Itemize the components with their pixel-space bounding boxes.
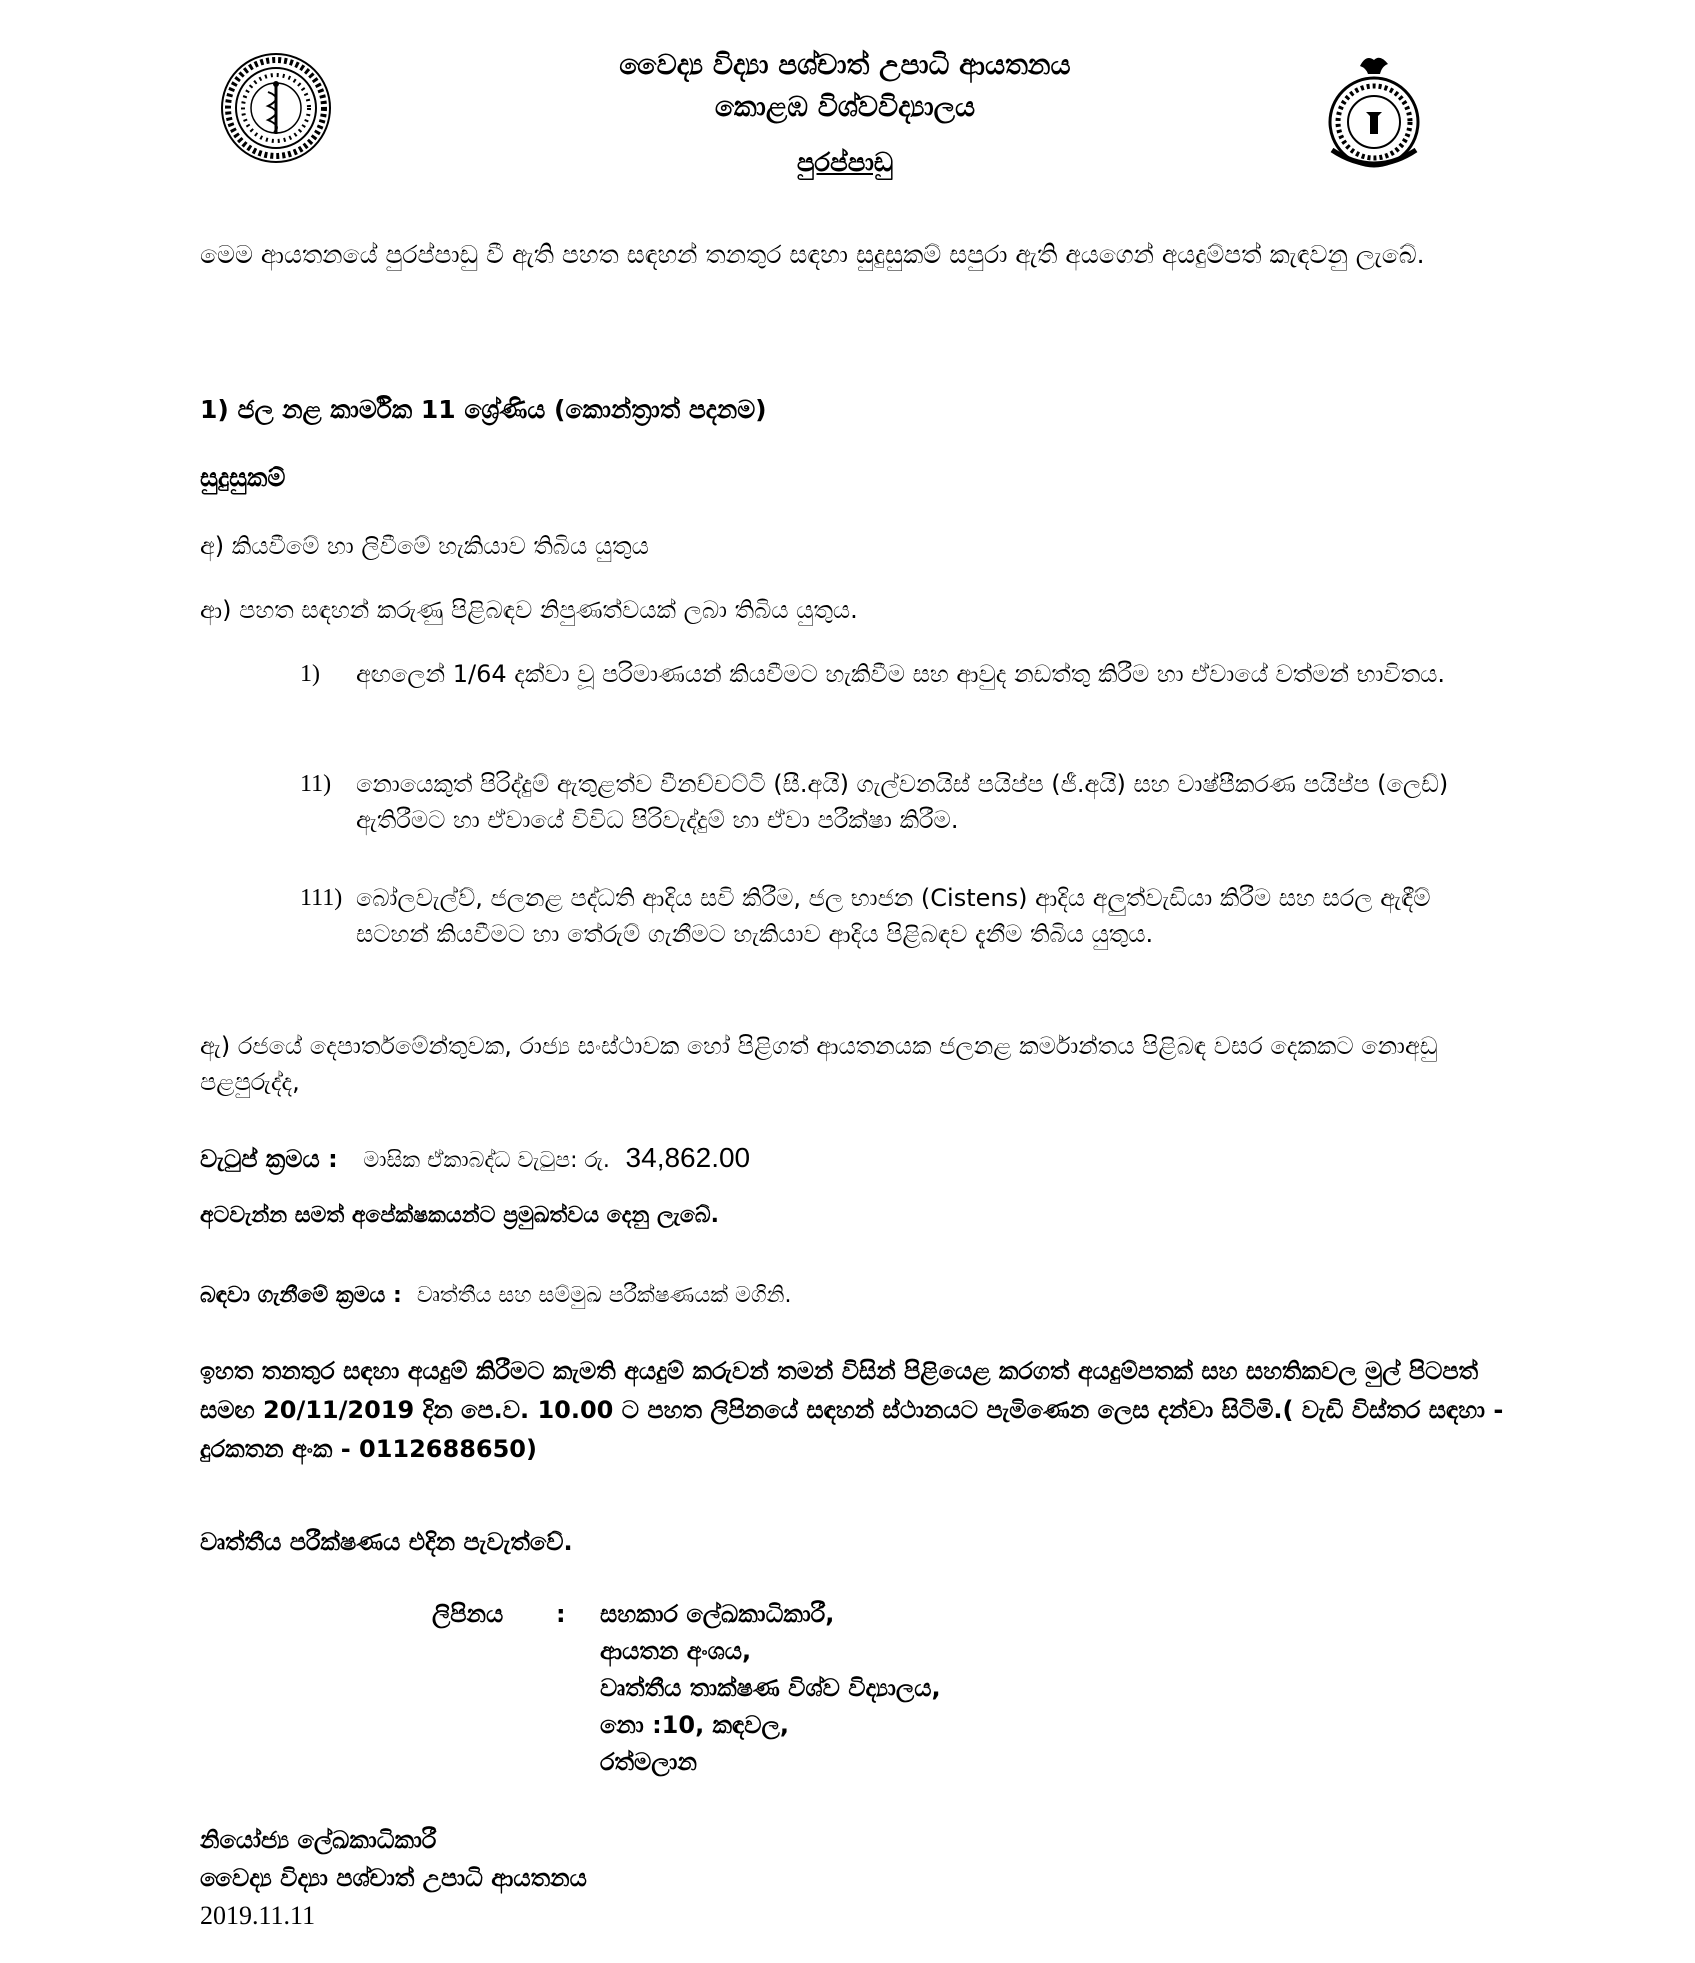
sub-item-text: බෝලවැල්ව්, ජලනළ පද්ධති ආදිය සවි කිරීම, ජල භාජන (Cistens) ආදිය අලුත්වැඩියා කිරීම සහ සරල ඇඳීම් සටහන් කියවීමට හා තේරුම් ගැනීමට හැකියාව ආදිය පිළිබඳව දැනීම තිබිය යුතුය.: [356, 884, 1431, 948]
selection-label: බඳවා ගැනීමේ ක්‍රමය :: [200, 1283, 402, 1308]
institute-seal-logo: [220, 52, 332, 164]
address-line: ආයතන අංශය,: [600, 1637, 752, 1665]
address-line: වෘත්තීය තාක්ෂණ විශ්ව විද්‍යාලය,: [600, 1674, 941, 1702]
qualification-ae: ඇ) රජයේ දෙපාර්තමේන්තුවක, රාජ්‍ය සංස්ථාවක හෝ පිළිගත් ආයතනයක ජලනළ කර්මාන්තය පිළිබඳ වසර දෙකකට නොඅඩු පළපුරුද්ද,: [200, 1032, 1438, 1096]
exam-note: වෘත්තීය පරීක්ෂණය එදින පැවැත්වේ.: [200, 1528, 573, 1556]
signatory-institute: වෛද්‍ය විද්‍යා පශ්චාත් උපාධි ආයතනය: [200, 1864, 587, 1892]
position-title: 1) ජල නළ කාර්මික 11 ශ්‍රේණිය (කොන්ත්‍රාත් පදනම): [200, 395, 767, 424]
sub-item-text: අඟලෙන් 1/64 දක්වා වූ පරිමාණයන් කියවීමට හැකිවීම සහ ආවුද නඩත්තු කිරීම හා ඒවායේ වත්මන් භාවිතය.: [356, 660, 1446, 688]
university-crest-logo: [1322, 52, 1426, 170]
university-title: කොළඹ විශ්වවිද්‍යාලය: [714, 90, 976, 123]
address-colon: :: [556, 1600, 566, 1628]
vacancy-heading: පුරප්පාඩු: [796, 148, 894, 178]
address-label: ලිපිනය: [432, 1600, 504, 1628]
qualification-aa: ආ) පහත සඳහන් කරුණු පිළිබඳව නිපුණත්වයක් ලබා තිබිය යුතුය.: [200, 596, 858, 624]
selection-line: [200, 1278, 1500, 1314]
priority-note: අටවැන්න සමත් අපේක්ෂකයන්ට ප්‍රමුඛත්වය දෙනු ලැබේ.: [200, 1203, 719, 1228]
application-instruction: ඉහත තනතුර සඳහා අයදුම් කිරීමට කැමති අයදුම් කරුවන් තමන් විසින් පිළියෙළ කරගත් අයදුම්පතක් සහ සහතිකවල මුල් පිටපත් සමඟ 20/11/2019 දින පෙ.ව. 10.00 ට පහත ලිපිනයේ සඳහන් ස්ථානයට පැමිණෙන ලෙස දන්වා සිටිමි.( වැඩි විස්තර සඳහා - දුරකතන අංක - 0112688650): [200, 1357, 1504, 1463]
sub-item-number: 11): [300, 771, 332, 797]
institute-title: වෛද්‍ය විද්‍යා පශ්චාත් උපාධි ආයතනය: [619, 48, 1071, 81]
salary-line: [200, 1140, 1500, 1179]
salary-description: මාසික ඒකාබද්ධ වැටුප: රු.: [363, 1148, 610, 1173]
address-block: [600, 1596, 1400, 1781]
salary-amount: 34,862.00: [625, 1142, 751, 1173]
salary-label: වැටුප් ක්‍රමය :: [200, 1145, 338, 1173]
qualification-a: අ) කියවීමේ හා ලිවීමේ හැකියාව තිබිය යුතුය: [200, 532, 649, 560]
address-line: සහකාර ලේඛකාධිකාරී,: [600, 1600, 835, 1628]
address-line: නො :10, කඳවල,: [600, 1711, 789, 1739]
qualifications-heading: සුදුසුකම්: [200, 463, 286, 492]
sub-item-text: නොයෙකුත් පිරිද්දුම් ඇතුළත්ව වීනච්චට්ටි (සී.අයි) ගැල්වනයිස් පයිප්ප (ජී.අයි) සහ වාෂ්පීකරණ පයිප්ප (ලෙඩ්) ඇතිරීමට හා ඒවායේ විවිධ පිරිවැද්දුම් හා ඒවා පරීක්ෂා කිරීම.: [356, 770, 1449, 834]
intro-paragraph: මෙම ආයතනයේ පුරප්පාඩු වී ඇති පහත සඳහන් තනතුර සඳහා සුදුසුකම් සපුරා ඇති අයගෙන් අයදුම්පත් කැඳවනු ලැබේ.: [200, 240, 1425, 269]
document-date: 2019.11.11: [200, 1901, 316, 1930]
address-line: රත්මලාන: [600, 1748, 697, 1776]
sub-item-number: 1): [300, 661, 320, 687]
selection-value: වෘත්තීය සහ සම්මුඛ පරීක්ෂණයක් මගිනි.: [416, 1283, 792, 1308]
signatory-title: නියෝජ්‍ය ලේඛකාධිකාරී: [200, 1826, 437, 1854]
sub-item-number: 111): [300, 885, 343, 911]
